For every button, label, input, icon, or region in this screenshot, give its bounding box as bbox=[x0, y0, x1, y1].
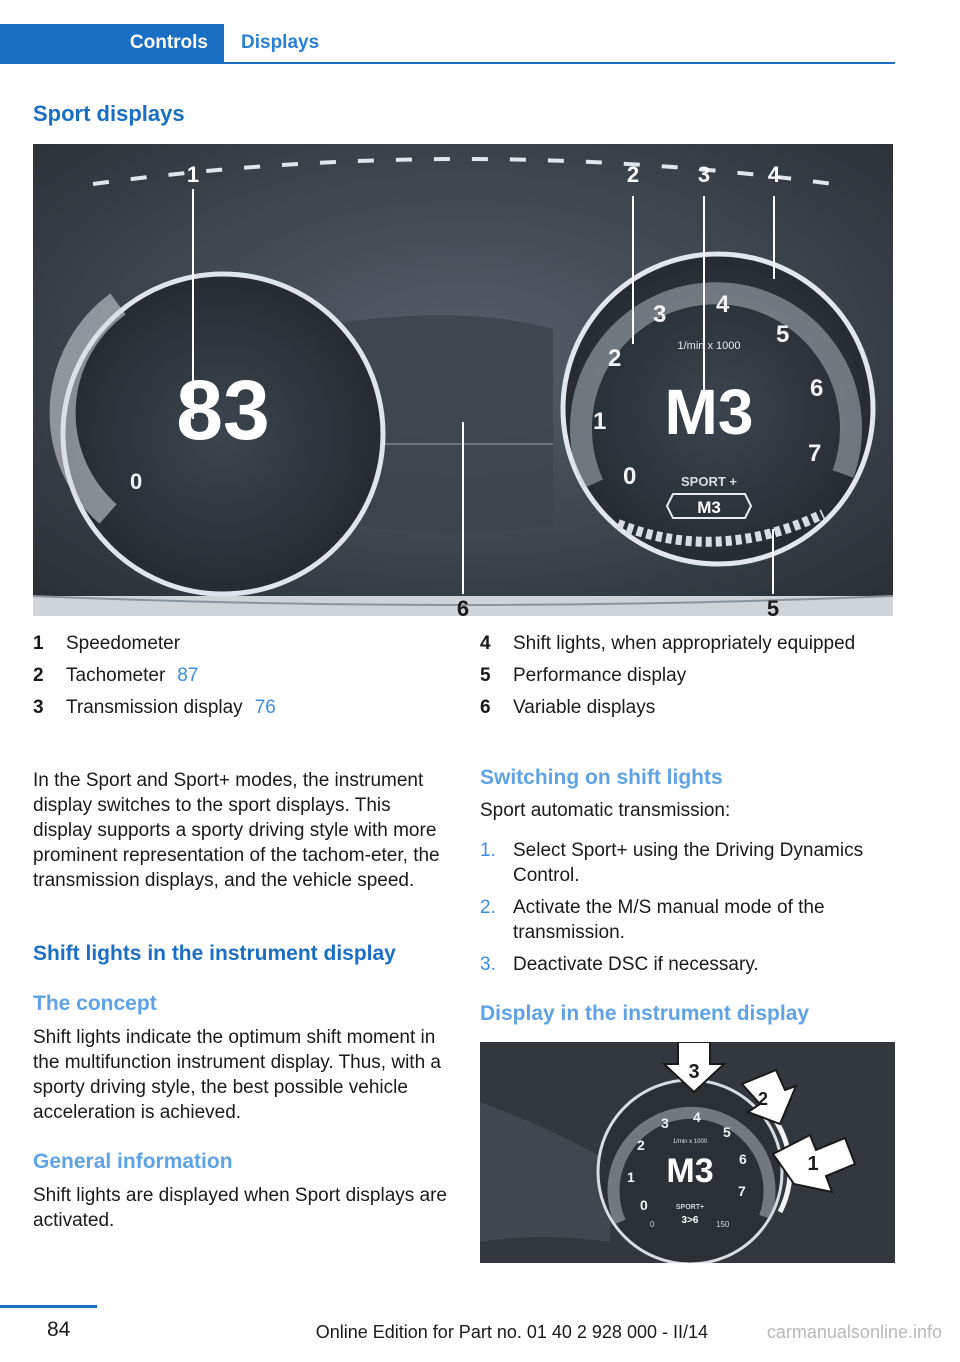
header-tab-bar bbox=[0, 24, 895, 64]
page-reference-link[interactable]: 76 bbox=[254, 697, 276, 718]
footer-rule bbox=[0, 1305, 97, 1308]
tab-displays[interactable]: Displays bbox=[241, 32, 320, 53]
small-tach-2: 2 bbox=[637, 1137, 645, 1153]
concept-heading: The concept bbox=[33, 992, 157, 1015]
small-tach-6: 6 bbox=[739, 1151, 747, 1167]
legend-item bbox=[480, 660, 895, 692]
watermark: carmanualsonline.info bbox=[766, 1322, 942, 1342]
legend-right bbox=[480, 628, 895, 724]
tach-label-0: 0 bbox=[623, 463, 637, 490]
section-title: Sport displays bbox=[33, 101, 185, 126]
tach-unit-label: 1/min x 1000 bbox=[677, 340, 741, 352]
arrow-1-label: 1 bbox=[807, 1153, 819, 1175]
sport-display-figure bbox=[33, 144, 893, 616]
concept-text: Shift lights indicate the optimum shift moment in the multifunction instrument display. Thus, with a sporty driving style, the best possible vehicle acceleration is achieved. bbox=[33, 1027, 441, 1123]
display-heading: Display in the instrument display bbox=[480, 1002, 810, 1025]
intro-paragraph: In the Sport and Sport+ modes, the instrument display switches to the sport displays. This display supports a sporty driving style with more prominent representation of the tachom‐eter, the transmission displays, and the vehicle speed. bbox=[33, 770, 440, 891]
page-number: 84 bbox=[47, 1318, 71, 1341]
legend-item bbox=[33, 628, 453, 660]
general-info-heading: General information bbox=[33, 1150, 233, 1173]
arrow-3-label: 3 bbox=[688, 1061, 700, 1083]
callout-4: 4 bbox=[767, 162, 781, 187]
switching-intro: Sport automatic transmission: bbox=[480, 800, 731, 821]
callout-6: 6 bbox=[456, 596, 470, 616]
step-text: Deactivate DSC if necessary. bbox=[513, 954, 759, 975]
legend-text: Speedometer bbox=[66, 633, 181, 654]
small-tach-unit: 1/min x 1000 bbox=[672, 1139, 708, 1145]
general-info-text: Shift lights are displayed when Sport displays are activated. bbox=[33, 1185, 448, 1231]
steps-list bbox=[480, 838, 895, 984]
small-scale-min: 0 bbox=[650, 1220, 655, 1229]
small-tach-0: 0 bbox=[640, 1197, 648, 1213]
mode-label: SPORT + bbox=[681, 474, 737, 489]
small-tach-1: 1 bbox=[627, 1169, 635, 1185]
legend-item bbox=[33, 692, 453, 724]
speedo-zero-label: 0 bbox=[130, 469, 143, 494]
step-item bbox=[480, 895, 895, 945]
legend-left bbox=[33, 628, 453, 724]
legend-text: Transmission display bbox=[66, 697, 243, 718]
tach-label-3: 3 bbox=[653, 301, 667, 328]
legend-number: 2 bbox=[33, 665, 44, 686]
legend-item bbox=[480, 692, 895, 724]
edition-note: Online Edition for Part no. 01 40 2 928 000 - II/14 bbox=[315, 1322, 708, 1342]
small-tach-4: 4 bbox=[693, 1109, 701, 1125]
mode-gear: M3 bbox=[697, 498, 721, 517]
callout-2: 2 bbox=[626, 162, 640, 187]
tach-label-7: 7 bbox=[808, 440, 822, 467]
small-tach-7: 7 bbox=[738, 1183, 746, 1199]
legend-text: Performance display bbox=[513, 665, 687, 686]
shift-lights-figure bbox=[480, 1042, 895, 1263]
tach-label-5: 5 bbox=[776, 321, 790, 348]
tach-label-2: 2 bbox=[608, 345, 622, 372]
small-mode-label: SPORT+ bbox=[675, 1204, 705, 1211]
gear-display: M3 bbox=[664, 376, 754, 448]
small-mode-gear: 3>6 bbox=[681, 1215, 699, 1226]
small-tach-5: 5 bbox=[723, 1124, 731, 1140]
legend-item bbox=[33, 660, 453, 692]
step-number: 2. bbox=[480, 897, 496, 918]
small-tach-3: 3 bbox=[661, 1115, 669, 1131]
tab-controls[interactable]: Controls bbox=[0, 24, 224, 62]
step-number: 1. bbox=[480, 840, 496, 861]
small-gear-display: M3 bbox=[666, 1152, 714, 1190]
callout-5: 5 bbox=[766, 596, 780, 616]
legend-number: 6 bbox=[480, 697, 491, 718]
switching-heading: Switching on shift lights bbox=[480, 766, 723, 789]
tach-label-1: 1 bbox=[593, 408, 607, 435]
step-item bbox=[480, 952, 895, 977]
legend-text: Variable displays bbox=[513, 697, 656, 718]
legend-number: 1 bbox=[33, 633, 44, 654]
arrow-2-label: 2 bbox=[757, 1089, 769, 1109]
tach-label-4: 4 bbox=[716, 291, 730, 318]
legend-number: 5 bbox=[480, 665, 491, 686]
small-scale-max: 150 bbox=[716, 1220, 730, 1229]
page-reference-link[interactable]: 87 bbox=[177, 665, 199, 686]
step-text: Select Sport+ using the Driving Dynamics Control. bbox=[513, 840, 864, 886]
legend-number: 3 bbox=[33, 697, 44, 718]
tach-label-6: 6 bbox=[810, 375, 824, 402]
step-item bbox=[480, 838, 895, 888]
callout-3: 3 bbox=[697, 162, 711, 187]
speed-value: 83 bbox=[176, 363, 270, 457]
step-text: Activate the M/S manual mode of the transmission. bbox=[513, 897, 825, 943]
shift-lights-heading: Shift lights in the instrument display bbox=[33, 942, 396, 965]
legend-number: 4 bbox=[480, 633, 491, 654]
legend-text: Shift lights, when appropriately equipped bbox=[513, 633, 856, 654]
callout-1: 1 bbox=[186, 162, 200, 187]
legend-text: Tachometer bbox=[66, 665, 166, 686]
step-number: 3. bbox=[480, 954, 496, 975]
legend-item bbox=[480, 628, 895, 660]
